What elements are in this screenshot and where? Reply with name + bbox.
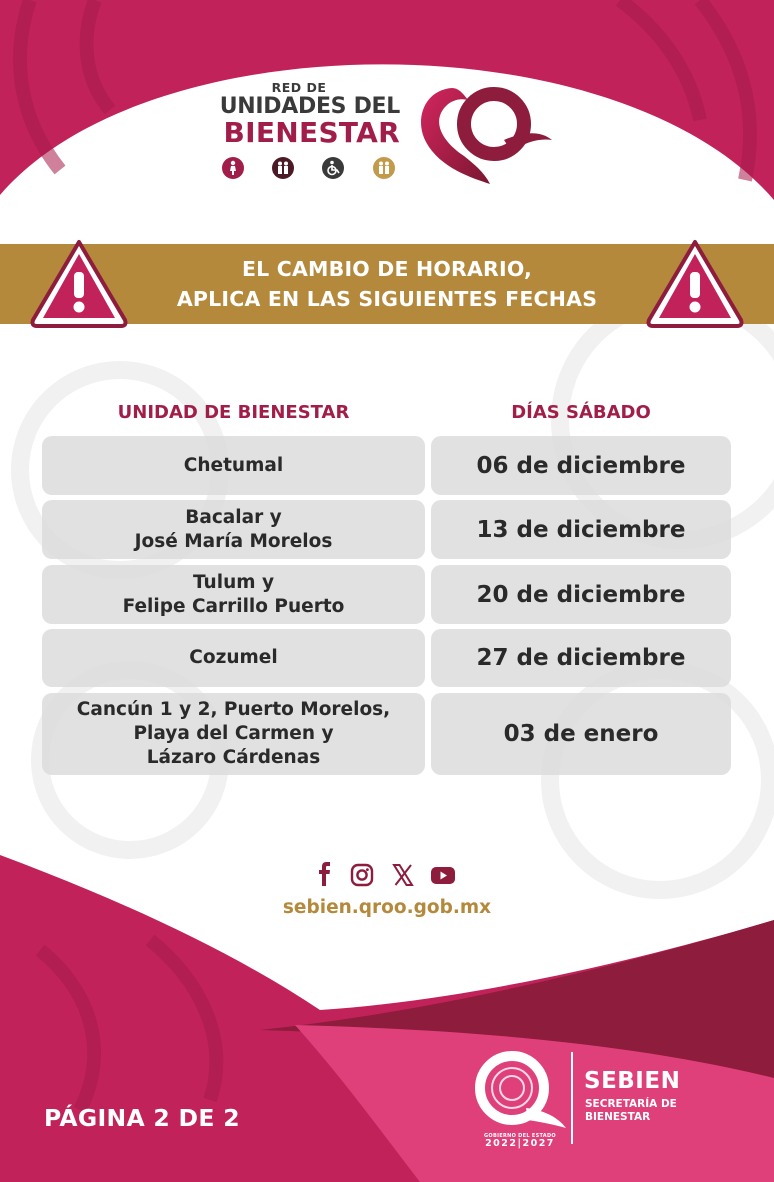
table-cell-unit xyxy=(42,629,425,687)
unit-name: Tulum y Felipe Carrillo Puerto xyxy=(122,571,345,617)
table-cell-unit xyxy=(42,436,425,495)
logo-red-de: RED DE xyxy=(271,80,327,95)
x-icon[interactable] xyxy=(392,862,414,888)
logo-icon-row xyxy=(222,157,402,181)
table-cell-date xyxy=(431,693,731,775)
instagram-icon[interactable] xyxy=(350,862,374,888)
gov-years: 2022|2027 xyxy=(485,1138,555,1149)
unit-name: Cozumel xyxy=(189,647,278,668)
table-cell-date xyxy=(431,436,731,495)
social-links xyxy=(310,862,470,888)
pregnant-woman-icon xyxy=(222,157,244,179)
org-short-name: SEBIEN xyxy=(584,1068,681,1094)
date-value: 13 de diciembre xyxy=(476,516,686,543)
table-cell-unit xyxy=(42,693,425,775)
date-value: 20 de diciembre xyxy=(476,581,686,608)
unit-name: Chetumal xyxy=(183,454,284,476)
logo-wordmark xyxy=(216,80,400,147)
logo-unidades-del: UNIDADES DEL xyxy=(219,94,400,119)
date-value: 03 de enero xyxy=(503,721,659,747)
wheelchair-icon xyxy=(322,157,344,179)
column-header-days: DÍAS SÁBADO xyxy=(511,402,651,423)
banner-line-2: APLICA EN LAS SIGUIENTES FECHAS xyxy=(176,287,598,311)
footer-divider xyxy=(571,1052,573,1144)
table-cell-date xyxy=(431,629,731,687)
youtube-icon[interactable] xyxy=(430,862,456,888)
gov-label: GOBIERNO DEL ESTADO xyxy=(484,1133,556,1139)
table-cell-unit xyxy=(42,565,425,624)
unit-name: Cancún 1 y 2, Puerto Morelos, Playa del Carmen y Lázaro Cárdenas xyxy=(76,699,391,768)
gobierno-q-seal xyxy=(462,1048,572,1134)
table-cell-date xyxy=(431,500,731,559)
elderly-couple-icon xyxy=(373,157,395,179)
logo-bienestar: BIENESTAR xyxy=(223,116,400,149)
family-icon xyxy=(272,157,294,179)
org-line-2: BIENESTAR xyxy=(585,1111,651,1123)
table-cell-unit xyxy=(42,500,425,559)
banner-line-1: EL CAMBIO DE HORARIO, xyxy=(241,257,533,281)
unit-name: Bacalar y José María Morelos xyxy=(134,506,333,552)
org-full-name xyxy=(585,1098,677,1124)
table-cell-date xyxy=(431,565,731,624)
q-heart-logo xyxy=(412,80,557,190)
column-header-unit: UNIDAD DE BIENESTAR xyxy=(117,402,350,423)
date-value: 06 de diciembre xyxy=(476,452,686,479)
org-line-1: SECRETARÍA DE xyxy=(585,1098,677,1110)
page-indicator: PÁGINA 2 DE 2 xyxy=(44,1104,240,1132)
facebook-icon[interactable] xyxy=(316,862,334,888)
banner-title xyxy=(80,254,694,314)
date-value: 27 de diciembre xyxy=(476,645,686,671)
website-link[interactable]: sebien.qroo.gob.mx xyxy=(282,897,492,918)
